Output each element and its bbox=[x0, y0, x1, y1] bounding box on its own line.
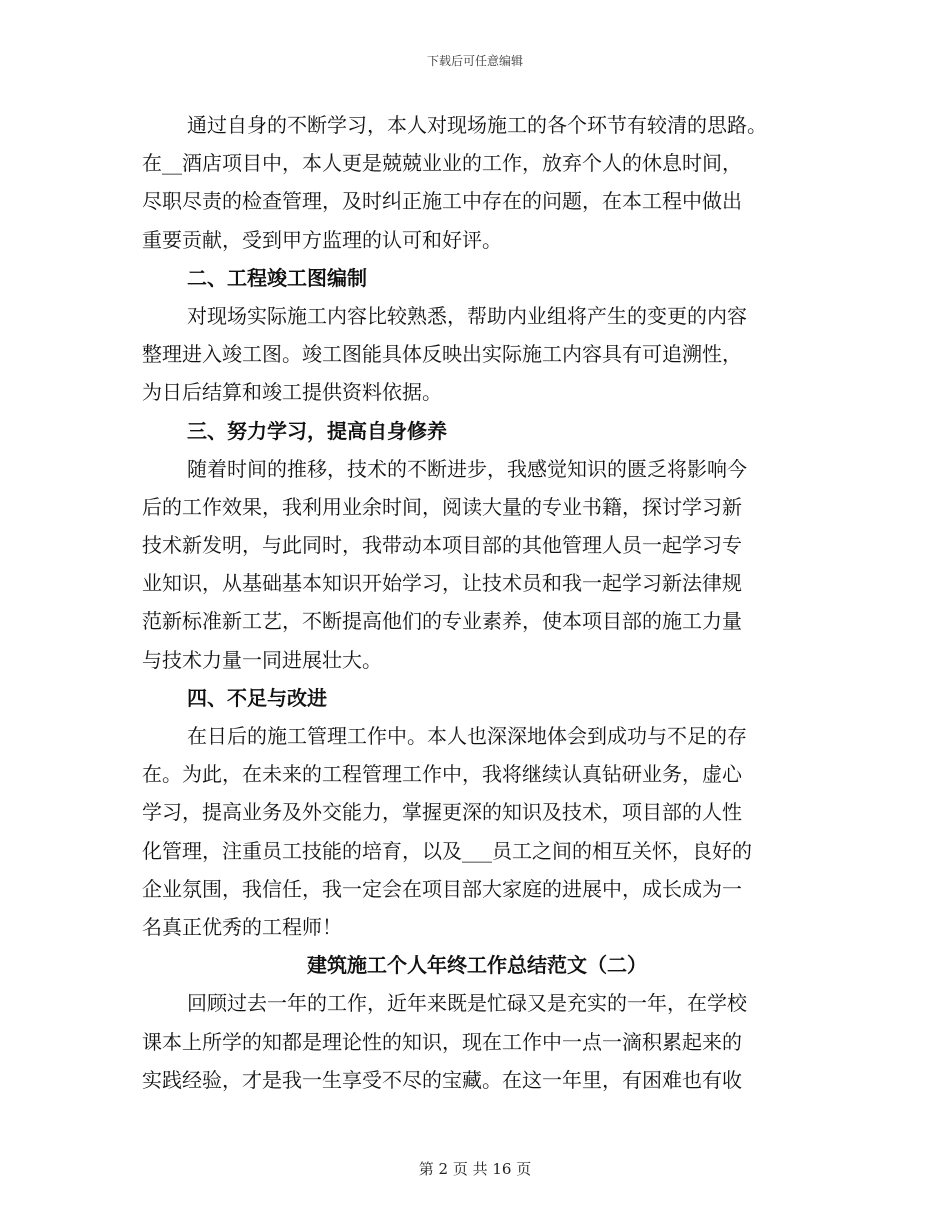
paragraph-line: 与技术力量一同进展壮大。 bbox=[142, 647, 382, 672]
paragraph-line: 业知识，从基础基本知识开始学习，让技术员和我一起学习新法律规 bbox=[142, 571, 742, 596]
paragraph-line: 范新标准新工艺，不断提高他们的专业素养，使本项目部的施工力量 bbox=[142, 609, 742, 634]
paragraph-line: 通过自身的不断学习，本人对现场施工的各个环节有较清的思路。 bbox=[187, 113, 767, 137]
paragraph-line: 对现场实际施工内容比较熟悉，帮助内业组将产生的变更的内容 bbox=[187, 303, 747, 328]
page-number: 第 2 页 共 16 页 bbox=[418, 1160, 532, 1178]
paragraph-line: 后的工作效果，我利用业余时间，阅读大量的专业书籍，探讨学习新 bbox=[142, 494, 742, 519]
paragraph-line: 在__酒店项目中，本人更是兢兢业业的工作，放弃个人的休息时间， bbox=[142, 151, 742, 176]
paragraph-line: 技术新发明，与此同时，我带动本项目部的其他管理人员一起学习专 bbox=[142, 533, 742, 558]
paragraph-line: 回顾过去一年的工作，近年来既是忙碌又是充实的一年，在学校 bbox=[187, 991, 747, 1016]
paragraph-line: 化管理，注重员工技能的培育，以及___员工之间的相互关怀，良好的 bbox=[142, 838, 752, 863]
paragraph-line: 重要贡献，受到甲方监理的认可和好评。 bbox=[142, 227, 502, 252]
paragraph-line: 企业氛围，我信任，我一定会在项目部大家庭的进展中，成长成为一 bbox=[142, 876, 742, 901]
page-header-note: 下载后可任意编辑 bbox=[426, 54, 523, 68]
paragraph-line: 在。为此，在未来的工程管理工作中，我将继续认真钻研业务，虚心 bbox=[142, 762, 742, 787]
section-heading-4: 四、不足与改进 bbox=[187, 685, 327, 710]
paragraph-line: 整理进入竣工图。竣工图能具体反映出实际施工内容具有可追溯性， bbox=[142, 342, 742, 367]
section-heading-3: 三、努力学习，提高自身修养 bbox=[187, 418, 447, 443]
paragraph-line: 在日后的施工管理工作中。本人也深深地体会到成功与不足的存 bbox=[187, 724, 747, 748]
paragraph-line: 尽职尽责的检查管理，及时纠正施工中存在的问题，在本工程中做出 bbox=[142, 189, 742, 214]
document-title: 建筑施工个人年终工作总结范文（二） bbox=[307, 953, 647, 978]
document-body bbox=[142, 106, 812, 1099]
section-heading-2: 二、工程竣工图编制 bbox=[187, 265, 367, 290]
paragraph-line: 名真正优秀的工程师！ bbox=[142, 914, 342, 939]
paragraph-line: 学习，提高业务及外交能力，掌握更深的知识及技术，项目部的人性 bbox=[142, 800, 742, 825]
paragraph-line: 随着时间的推移，技术的不断进步，我感觉知识的匮乏将影响今 bbox=[187, 456, 747, 481]
paragraph-line: 课本上所学的知都是理论性的知识，现在工作中一点一滴积累起来的 bbox=[142, 1029, 742, 1054]
paragraph-line: 为日后结算和竣工提供资料依据。 bbox=[142, 380, 442, 405]
paragraph-line: 实践经验，才是我一生享受不尽的宝藏。在这一年里，有困难也有收 bbox=[142, 1067, 742, 1092]
